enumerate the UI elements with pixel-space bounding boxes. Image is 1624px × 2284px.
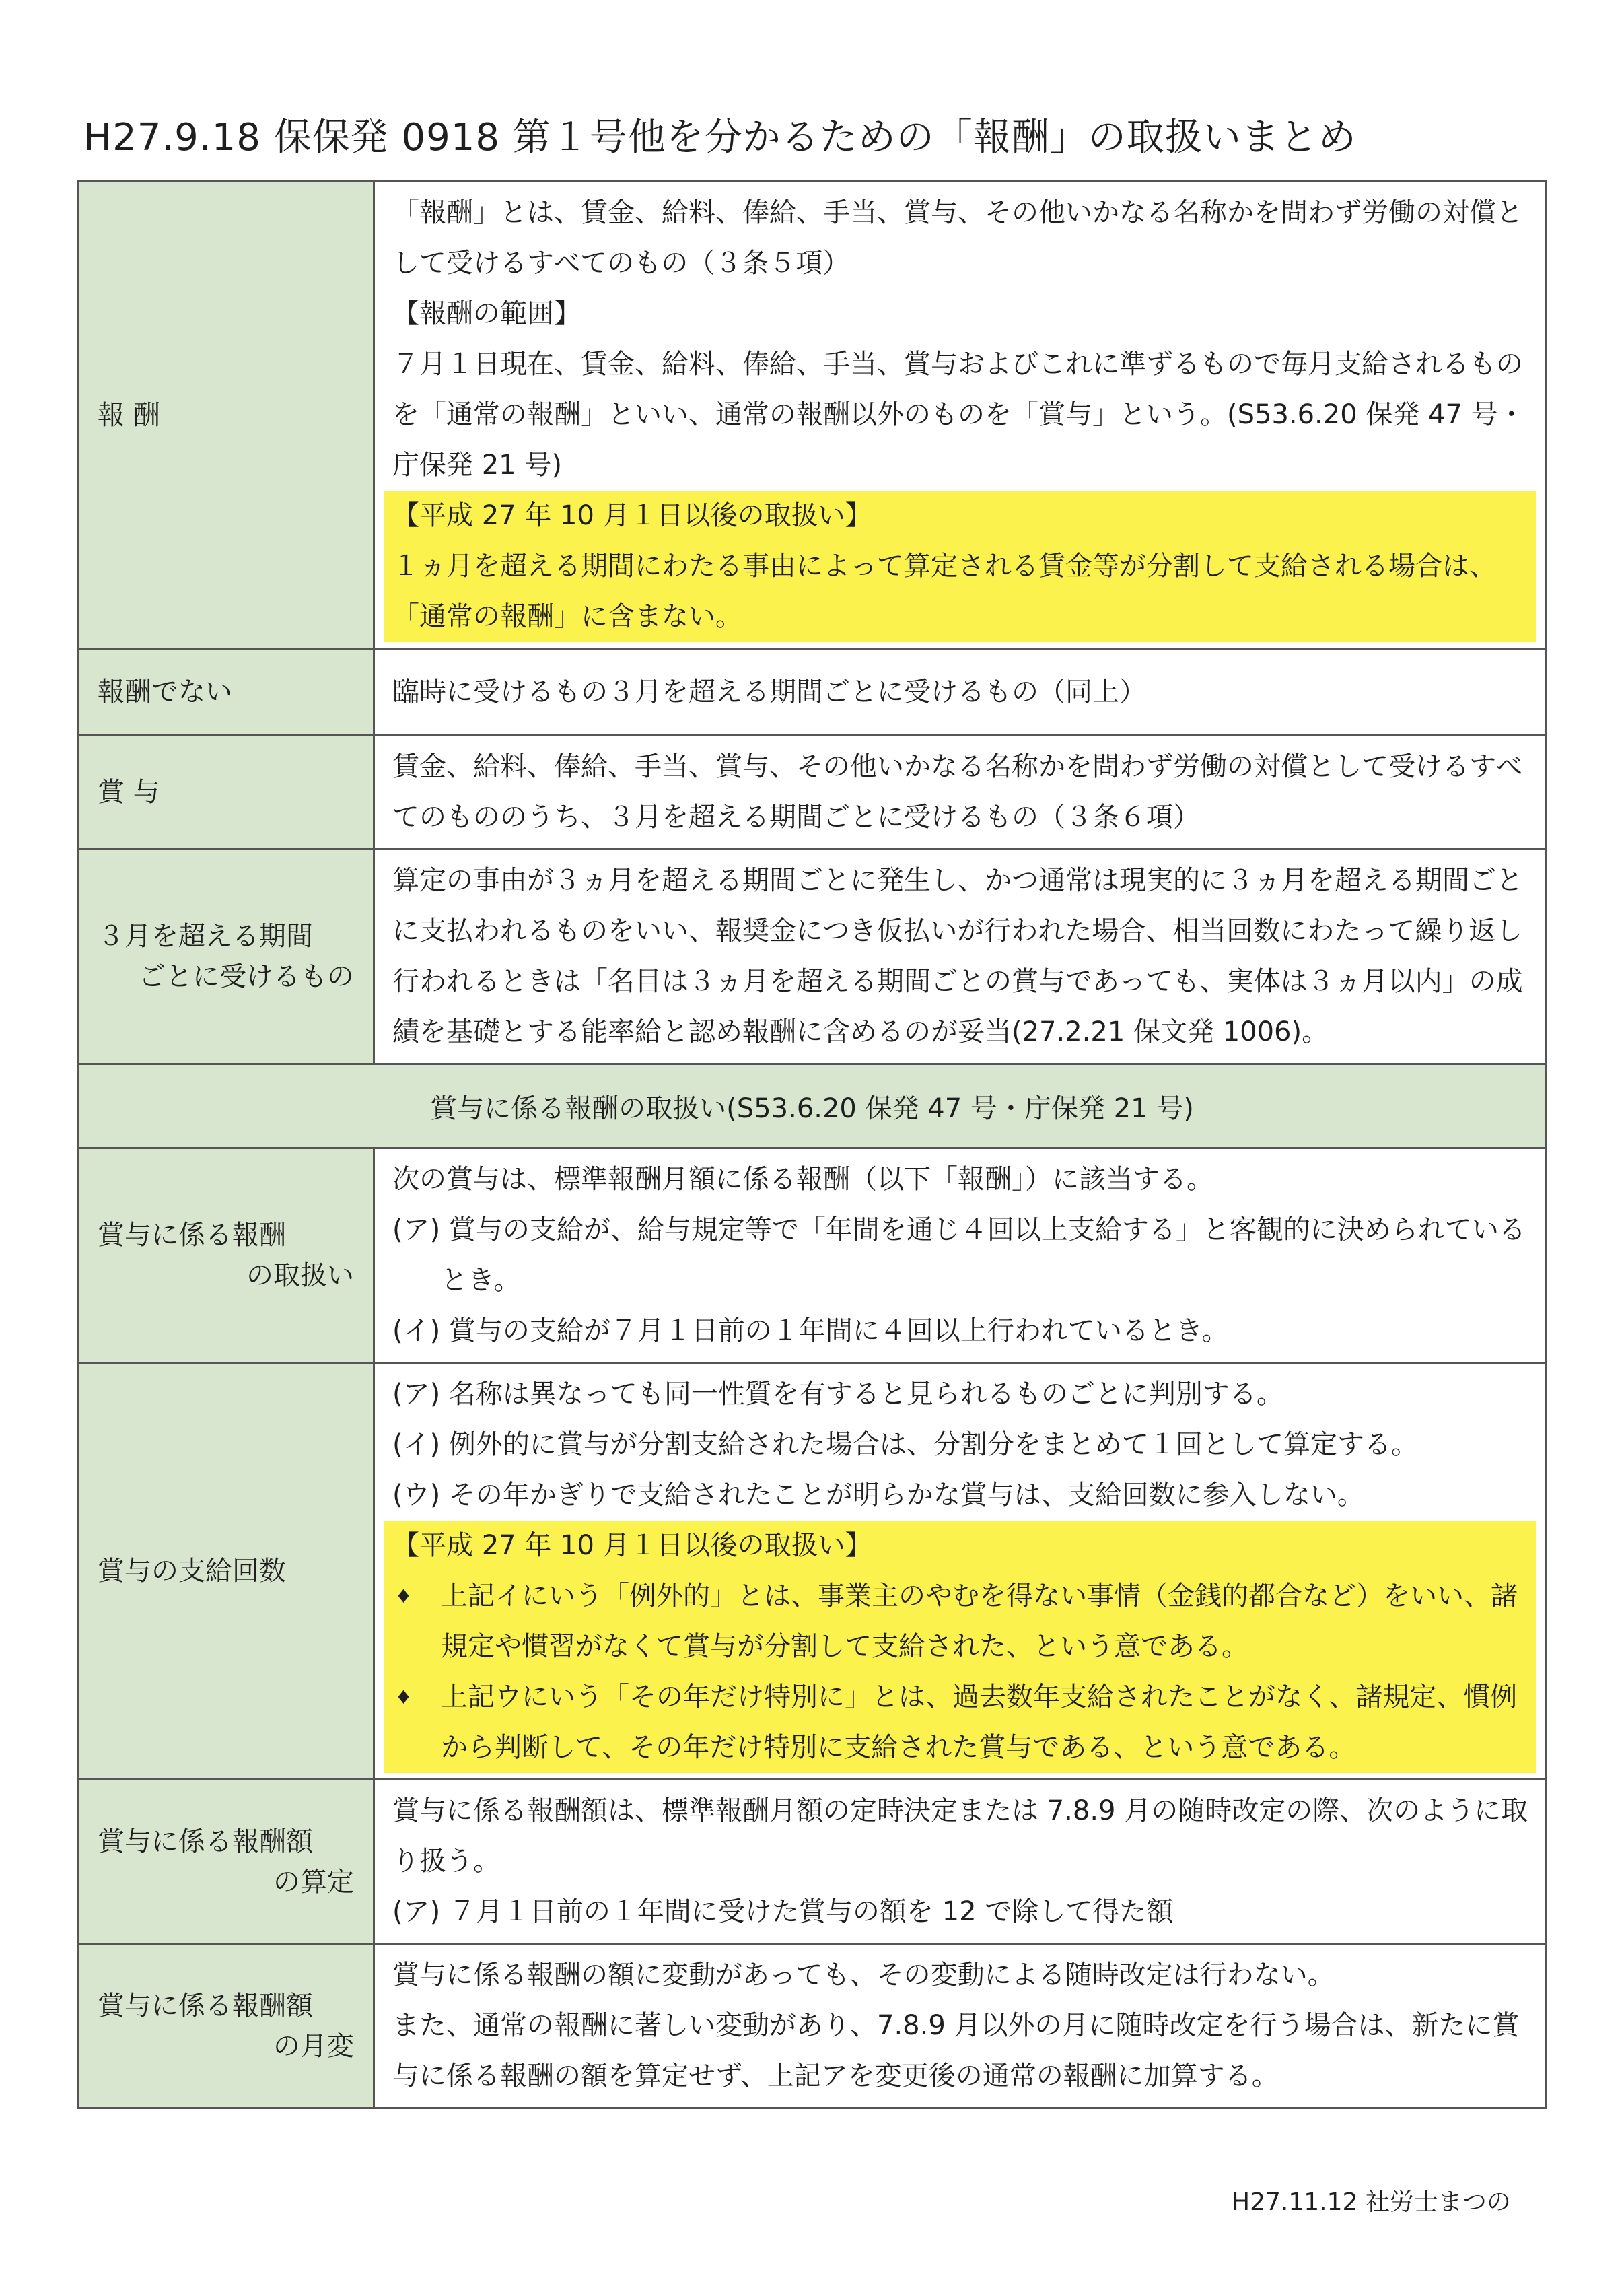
body-text: 賞与に係る報酬の額に変動があっても、その変動による随時改定は行わない。 bbox=[392, 1960, 1335, 1991]
body-text: 臨時に受けるもの３月を超える期間ごとに受けるもの（同上） bbox=[392, 676, 1146, 707]
body-text: 賞与に係る報酬額は、標準報酬月額の定時決定または 7.8.9 月の随時改定の際、次のように取り扱う。 bbox=[392, 1795, 1528, 1877]
row-label-not-hoshu: 報酬でない bbox=[78, 649, 374, 736]
summary-table bbox=[77, 180, 1547, 2109]
bullet-item: ♦ 上記イにいう「例外的」とは、事業主のやむを得ない事情（金銭的都合など）をいい、諸規定や慣習がなくて賞与が分割して支給された、という意である。 bbox=[392, 1571, 1532, 1672]
highlight-heading: 【平成 27 年 10 月１日以後の取扱い】 bbox=[392, 1530, 872, 1561]
row-content-bonus-revision bbox=[374, 1944, 1547, 2108]
table-row bbox=[78, 649, 1547, 736]
row-content-shoyo bbox=[374, 736, 1547, 850]
table-row bbox=[78, 1780, 1547, 1944]
table-row bbox=[78, 182, 1547, 649]
list-item: (ア) ７月１日前の１年間に受けた賞与の額を 12 で除して得た額 bbox=[392, 1896, 1174, 1927]
table-row bbox=[78, 850, 1547, 1064]
list-item: (ア) 賞与の支給が、給与規定等で「年間を通じ４回以上支給する」と客観的に決められているとき。 bbox=[392, 1214, 1526, 1296]
row-label-over-3-months: ３月を超える期間 ごとに受けるもの bbox=[78, 850, 374, 1064]
body-text: 算定の事由が３ヵ月を超える期間ごとに発生し、かつ通常は現実的に３ヵ月を超える期間ごとに支払われるものをいい、報奨金につき仮払いが行われた場合、相当回数にわたって繰り返し行われるときは「名目は３ヵ月を超える期間ごとの賞与であっても、実体は３ヵ月以内」の成績を基礎とする能率給と認め報酬に含めるのが妥当(27.2.21 保文発 1006)。 bbox=[392, 865, 1523, 1047]
row-label-bonus-treatment: 賞与に係る報酬 の取扱い bbox=[78, 1148, 374, 1363]
row-content-bonus-treatment bbox=[374, 1148, 1547, 1363]
bullet-item: ♦ 上記ウにいう「その年だけ特別に」とは、過去数年支給されたことがなく、諸規定、慣例から判断して、その年だけ特別に支給された賞与である、という意である。 bbox=[392, 1672, 1532, 1773]
row-label-bonus-amount: 賞与に係る報酬額 の算定 bbox=[78, 1780, 374, 1944]
row-content-over-3-months bbox=[374, 850, 1547, 1064]
range-text: ７月１日現在、賃金、給料、俸給、手当、賞与およびこれに準ずるもので毎月支給されるものを「通常の報酬」といい、通常の報酬以外のものを「賞与」という。(S53.6.20 保発 47 号・庁保発 21 号) bbox=[392, 349, 1525, 481]
row-label-bonus-count: 賞与の支給回数 bbox=[78, 1363, 374, 1780]
highlight-heading: 【平成 27 年 10 月１日以後の取扱い】 bbox=[392, 500, 872, 531]
footer-credit: H27.11.12 社労士まつの bbox=[1232, 2188, 1511, 2216]
body-text: 次の賞与は、標準報酬月額に係る報酬（以下「報酬」）に該当する。 bbox=[392, 1164, 1213, 1195]
section-heading: 賞与に係る報酬の取扱い(S53.6.20 保発 47 号・庁保発 21 号) bbox=[78, 1064, 1547, 1148]
table-row bbox=[78, 1363, 1547, 1780]
list-item: (イ) 賞与の支給が７月１日前の１年間に４回以上行われているとき。 bbox=[392, 1315, 1229, 1346]
body-text: 賃金、給料、俸給、手当、賞与、その他いかなる名称かを問わず労働の対償として受けるすべてのもののうち、３月を超える期間ごとに受けるもの（３条６項） bbox=[392, 751, 1523, 833]
table-row bbox=[78, 1064, 1547, 1148]
table-row bbox=[78, 1148, 1547, 1363]
row-content-bonus-count bbox=[374, 1363, 1547, 1780]
highlight-note bbox=[384, 1521, 1536, 1773]
row-label-shoyo: 賞 与 bbox=[78, 736, 374, 850]
row-content-bonus-amount bbox=[374, 1780, 1547, 1944]
diamond-bullet-icon: ♦ bbox=[395, 1585, 413, 1607]
table-row bbox=[78, 736, 1547, 850]
table-row bbox=[78, 1944, 1547, 2108]
list-item: (ウ) その年かぎりで支給されたことが明らかな賞与は、支給回数に参入しない。 bbox=[392, 1480, 1364, 1511]
definition-text: 「報酬」とは、賃金、給料、俸給、手当、賞与、その他いかなる名称かを問わず労働の対償として受けるすべてのもの（３条５項） bbox=[392, 197, 1523, 279]
row-label-hoshu: 報 酬 bbox=[78, 182, 374, 649]
row-label-bonus-revision: 賞与に係る報酬額 の月変 bbox=[78, 1944, 374, 2108]
highlight-text: １ヵ月を超える期間にわたる事由によって算定される賃金等が分割して支給される場合は、「通常の報酬」に含まない。 bbox=[392, 551, 1496, 632]
page-title: H27.9.18 保保発 0918 第１号他を分かるための「報酬」の取扱いまとめ bbox=[83, 116, 1357, 160]
row-content-not-hoshu bbox=[374, 649, 1547, 736]
body-text: また、通常の報酬に著しい変動があり、7.8.9 月以外の月に随時改定を行う場合は、新たに賞与に係る報酬の額を算定せず、上記アを変更後の通常の報酬に加算する。 bbox=[392, 2010, 1520, 2091]
highlight-note bbox=[384, 491, 1536, 642]
list-item: (ア) 名称は異なっても同一性質を有すると見られるものごとに判別する。 bbox=[392, 1379, 1283, 1410]
diamond-bullet-icon: ♦ bbox=[395, 1686, 413, 1708]
row-content-hoshu bbox=[374, 182, 1547, 649]
range-heading: 【報酬の範囲】 bbox=[392, 298, 581, 329]
list-item: (イ) 例外的に賞与が分割支給された場合は、分割分をまとめて１回として算定する。 bbox=[392, 1429, 1418, 1460]
